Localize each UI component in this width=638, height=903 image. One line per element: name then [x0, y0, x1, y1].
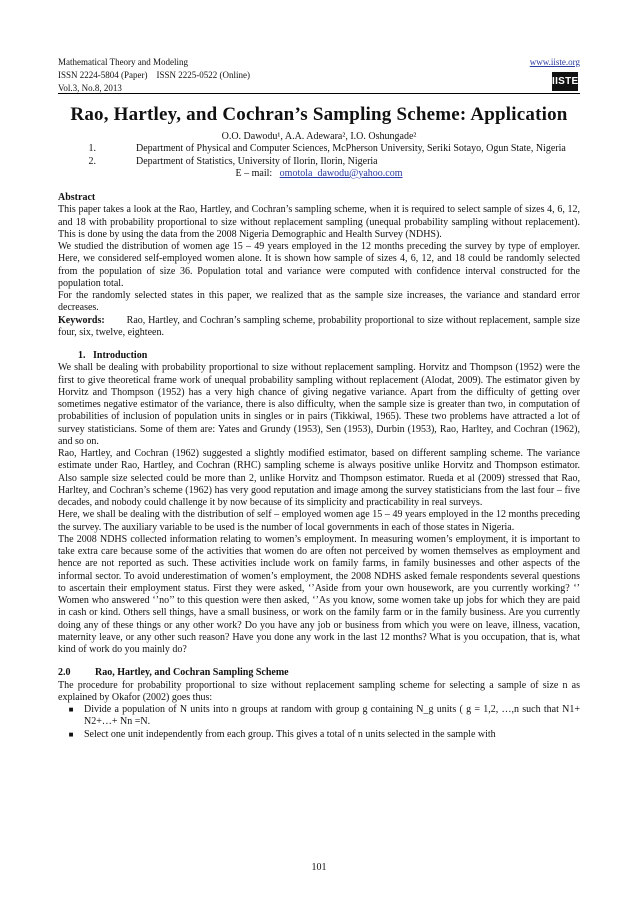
email-link[interactable]: omotola_dawodu@yahoo.com [279, 167, 403, 179]
page-number: 101 [311, 862, 327, 873]
section-2-intro: The procedure for probability proportional to size without replacement sampling scheme for selecting a sample of size n as explained by Okafor (2002) goes thus: [58, 679, 580, 703]
affiliation-number: 2. [88, 155, 96, 167]
section-2-number: 2.0 [58, 667, 71, 679]
list-item-text: Select one unit independently from each group. This gives a total of n units selected in the sample with [84, 728, 496, 740]
section-1-heading: 1. Introduction [78, 350, 148, 361]
section-1-paragraph: Rao, Hartley, and Cochran (1962) suggested a slightly modified estimator, based on different sampling scheme. The variance estimate under Rao, Hartley, and Cochran (RHC) sampling scheme is always positive unlike Horvitz and Thompson estimator. Also sample size selected could be more than 2, unlike Horvitz and Thompson estimator. Rueda et al (2009) stressed that Rao, Harltey, and Cochran’s scheme (1962) has very good reputation and image among the survey statisticians from the last four – five decades, and nobody could challenge it by now because of its simplicity and practicability in real surveys. [58, 448, 580, 508]
abstract-paragraph: We studied the distribution of women age 15 – 49 years employed in the 12 months preceding the survey by type of employer. Here, we considered self-employed women alone. It is shown how sample of sizes 4, 6, 12, and 18 could be randomly selected from the population of size 36. Population total and variance were computed with confidence interval constructed for the population total. [58, 241, 580, 289]
list-item [58, 704, 580, 729]
list-item-text: Divide a population of N units into n groups at random with group g containing N_g units ( g = 1,2, …,n such that N1+ N2+…+ Nn =N. [84, 704, 580, 728]
abstract-paragraph: For the randomly selected states in this paper, we realized that as the sample size increases, the variance and standard error decreases. [58, 290, 580, 314]
issn-line: ISSN 2224-5804 (Paper) ISSN 2225-0522 (Online) [58, 70, 250, 80]
affiliation-number: 1. [88, 143, 96, 155]
keywords-label: Keywords: [58, 314, 105, 326]
affiliation-2 [58, 156, 580, 168]
affiliation-text: Department of Statistics, University of Ilorin, Ilorin, Nigeria [136, 155, 378, 167]
journal-name: Mathematical Theory and Modeling [58, 57, 189, 67]
abstract-paragraph: This paper takes a look at the Rao, Hartley, and Cochran’s sampling scheme, when it is required to select sample of sizes 4, 6, 12, and 18 with probability proportional to size without replacement sampling (unequal probability sampling without replacement). This is done by using the data from the 2008 Nigeria Demographic and Health Survey (NDHS). [58, 204, 580, 240]
paper-title: Rao, Hartley, and Cochran’s Sampling Scheme: Application [70, 104, 568, 125]
keywords-text: Rao, Hartley, and Cochran’s sampling scheme, probability proportional to size without replacement, sample size four, six, twelve, eighteen. [58, 314, 580, 338]
header-rule [58, 93, 580, 94]
running-header [58, 56, 580, 95]
list-item [58, 729, 580, 741]
square-bullet-icon: ■ [68, 729, 74, 739]
iiste-logo: IISTE [552, 72, 578, 91]
abstract-heading: Abstract [58, 192, 96, 203]
affiliation-text: Department of Physical and Computer Sciences, McPherson University, Seriki Sotayo, Ogun State, Nigeria [136, 143, 566, 155]
section-1-paragraph: We shall be dealing with probability proportional to size without replacement sampling. Horvitz and Thompson (1952) were the first to give theoretical frame work of unequal probability sampling without replacement (Alodat, 2009). The estimator given by Horvitz and Thompson (1952) has a very high chance of giving negative variance. Apart from the difficulty of getting over sometimes negative estimator of the variance, there is also difficulty, when the sample size is greater than two, in computation of probabilities of inclusion of population units in singles or in pairs (Tikkiwal, 1965). These two problems have attracted a lot of survey statisticians. Some of them are: Yates and Grundy (1953), Sen (1953), Durbin (1953), Rao, Harltey, and Cochran (1962), and so on. [58, 362, 580, 447]
paper-body [58, 100, 580, 741]
section-2-heading [58, 667, 580, 679]
section-1-paragraph: Here, we shall be dealing with the distribution of self – employed women age 15 – 49 years employed in the 12 months preceding the survey. The auxiliary variable to be used is the number of local governments in each of those states in Nigeria. [58, 509, 580, 533]
email-line [58, 168, 580, 180]
section-1-paragraph: The 2008 NDHS collected information relating to women’s employment. In measuring women’s employment, it is important to take extra care because some of the activities that women do are often not perceived by women themselves as employment and hence are not reported as such. These activities include work on family farms, in family businesses and other aspects of the informal sector. To avoid underestimation of women’s employment, the 2008 NDHS asked female respondents several questions to ascertain their employment status. First they were asked, ‘’Aside from your own housework, are you currently working? ‘’ Women who answered ‘’no’’ to this question were then asked, ‘’As you know, some women take up jobs for which they are paid in cash or kind. Others sell things, have a small business, or work on the family farm or in the family business. Are you currently doing any of these things or any other work? Do you have any job or business from which you were on leave, illness, vacation, maternity leave, or any other such reason? Have you done any work in the last 12 months? What is you occupation, that is, what kind of work do you mainly do? [58, 533, 580, 655]
email-label: E – mail: [235, 167, 273, 179]
keywords [58, 315, 580, 340]
affiliation-1 [58, 143, 580, 155]
volume-line: Vol.3, No.8, 2013 [58, 83, 122, 93]
square-bullet-icon: ■ [68, 705, 74, 714]
journal-url-link[interactable]: www.iiste.org [529, 57, 580, 67]
section-2-title: Rao, Hartley, and Cochran Sampling Scheme [95, 667, 289, 679]
author-list: O.O. Dawodu¹, A.A. Adewara², I.O. Oshungade² [221, 131, 417, 142]
